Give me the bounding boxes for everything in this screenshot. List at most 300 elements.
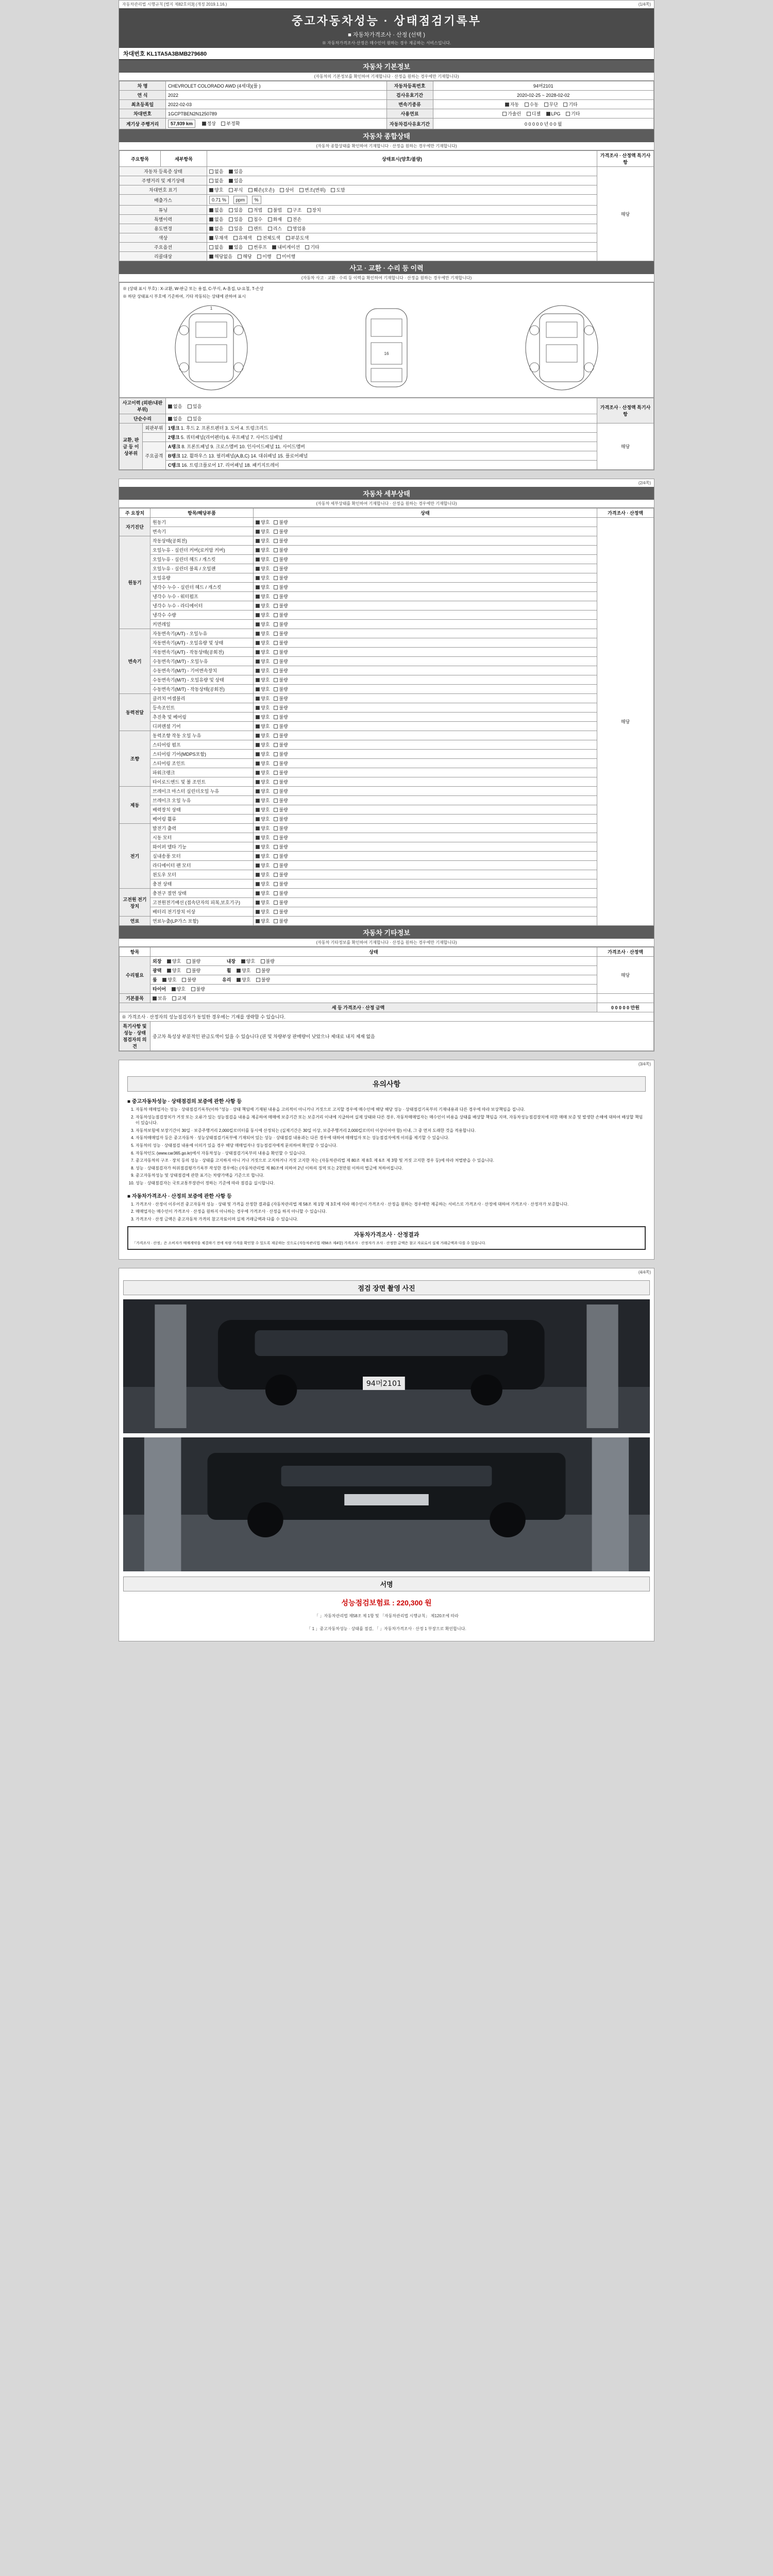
tuning-none[interactable]: 없음: [209, 207, 223, 213]
detail-state-4-3: [254, 759, 597, 768]
detail-state-opt-good[interactable]: 양호: [256, 723, 270, 730]
etc-room-ok[interactable]: 양호: [162, 976, 176, 983]
detail-col-1: 항목/해당부품: [150, 509, 254, 518]
overall-note: 해당: [597, 167, 654, 261]
detail-state-opt-good[interactable]: 양호: [256, 918, 270, 924]
etc-interior-ok[interactable]: 양호: [241, 958, 255, 964]
detail-state-opt-bad[interactable]: 불량: [274, 593, 288, 600]
table-row: [120, 195, 654, 206]
table-row: [120, 176, 654, 185]
etc-wheel-bad[interactable]: 불량: [256, 967, 270, 974]
detail-state-opt-bad[interactable]: 불량: [274, 639, 288, 646]
detail-state-8-0: [254, 917, 597, 926]
basic-info-table: [119, 81, 654, 129]
color-full-paint[interactable]: 전체도색: [257, 234, 280, 241]
simple-none[interactable]: 없음: [168, 415, 182, 422]
usechange-exist[interactable]: 있음: [229, 225, 243, 232]
detail-state-opt-bad[interactable]: 불량: [274, 658, 288, 665]
detail-state-opt-bad[interactable]: 불량: [274, 676, 288, 683]
detail-section-sub: (자동차 세부상태를 확인하여 기재합니다 · 산정을 원하는 경우에만 기재합니다): [119, 500, 654, 508]
detail-state-opt-bad[interactable]: 불량: [274, 732, 288, 739]
overall-row-4-state: [207, 206, 597, 215]
table-row: [120, 185, 654, 195]
notice-item-8: 9. 중고자동차성능 및 상태점검에 관한 표기는 차량가액을 기준으로 합니다.: [136, 1173, 646, 1179]
table-row: [120, 722, 654, 731]
emission-hc: [233, 196, 248, 204]
detail-state-opt-good[interactable]: 양호: [256, 704, 270, 711]
detail-col-2: 상태: [254, 509, 597, 518]
page-3-topnote: [119, 1060, 654, 1068]
recall-na[interactable]: 해당없음: [209, 253, 232, 260]
detail-state-opt-good[interactable]: 양호: [256, 519, 270, 526]
detail-state-opt-good[interactable]: 양호: [256, 843, 270, 850]
detail-state-5-3: [254, 815, 597, 824]
emission-smoke: [252, 196, 261, 204]
detail-group-8: 연료: [120, 917, 150, 926]
overall-row-8-state: [207, 243, 597, 252]
etc-note-value: 해당: [597, 957, 654, 994]
detail-state-1-1: [254, 546, 597, 555]
detail-state-opt-bad[interactable]: 불량: [274, 695, 288, 702]
table-row: [120, 233, 654, 243]
detail-state-opt-bad[interactable]: 불량: [274, 574, 288, 581]
overall-row-2-state: [207, 185, 597, 195]
tuning-exist[interactable]: 있음: [229, 207, 243, 213]
etc-exterior-ok[interactable]: 양호: [167, 958, 181, 964]
special-label: 특기사항 및 성능 · 상태 점검자의 의견: [120, 1022, 150, 1051]
notice-item-6: 7. 중고자동차의 구조 · 장치 등의 성능 · 상태를 고지하지 아니 거나 거짓으로 고지하거나 거짓 고지한 자는 (자동차관리법 제 80조 제 8호 제 6조 제 3항 및 거짓 고지한 경우 등)에 따라 처벌받을 수 있습니다.: [136, 1158, 646, 1164]
etc-interior-bad[interactable]: 불량: [261, 958, 275, 964]
accident-item-label: 사고이력 (외판/내판 부위): [120, 398, 166, 414]
part-title-label: 교환, 판금 등 이상부위: [120, 423, 143, 470]
detail-item-1-8: 냉각수 수량: [150, 611, 254, 620]
tuning-legal[interactable]: 적법: [248, 207, 262, 213]
detail-item-4-4: 파워크랭크: [150, 768, 254, 777]
table-row: [120, 759, 654, 768]
fuel-gasoline[interactable]: 가솔린: [502, 110, 521, 117]
detail-group-7: 고전원 전기장치: [120, 889, 150, 917]
emission-co-unit: %: [222, 197, 227, 202]
detail-state-opt-good[interactable]: 양호: [256, 649, 270, 655]
detail-item-1-5: 냉각수 누수 - 실린더 헤드 / 개스킷: [150, 583, 254, 592]
detail-state-opt-bad[interactable]: 불량: [274, 769, 288, 776]
detail-state-1-4: [254, 573, 597, 583]
detail-item-2-2: 자동변속기(A/T) - 작동상태(공회전): [150, 648, 254, 657]
reg-none[interactable]: 없음: [209, 168, 223, 175]
transmission-cvt[interactable]: 무단: [544, 101, 558, 108]
detail-state-opt-bad[interactable]: 불량: [274, 649, 288, 655]
detail-state-opt-good[interactable]: 양호: [256, 695, 270, 702]
table-header-row: [120, 947, 654, 957]
vin-erase[interactable]: 도말: [331, 187, 345, 193]
detail-item-4-3: 스티어링 조인트: [150, 759, 254, 768]
detail-state-opt-bad[interactable]: 불량: [274, 630, 288, 637]
photo-section-title: 점검 장면 촬영 사진: [123, 1280, 650, 1295]
detail-state-1-0: [254, 536, 597, 546]
detail-state-6-0: [254, 824, 597, 833]
etc-polish-ok[interactable]: 양호: [167, 967, 181, 974]
detail-state-opt-good[interactable]: 양호: [256, 593, 270, 600]
usechange-lease[interactable]: 리스: [268, 225, 282, 232]
detail-state-opt-bad[interactable]: 불량: [274, 908, 288, 915]
detail-state-opt-bad[interactable]: 불량: [274, 528, 288, 535]
detail-state-opt-good[interactable]: 양호: [256, 584, 270, 590]
detail-state-6-2: [254, 842, 597, 852]
meter-normal[interactable]: [202, 120, 216, 127]
detail-state-opt-good[interactable]: 양호: [256, 714, 270, 720]
grade-c-label: C랭크: [168, 463, 180, 468]
overall-table: [119, 150, 654, 261]
history-total-loss[interactable]: 전손: [288, 216, 301, 223]
table-row: [120, 442, 654, 451]
etc-row-2: [150, 975, 597, 985]
svg-text:16: 16: [384, 351, 389, 356]
detail-state-1-3: [254, 564, 597, 573]
etc-glass-ok[interactable]: 양호: [237, 976, 250, 983]
inner-label: 주요골격: [143, 442, 166, 470]
fuel-diesel[interactable]: 디젤: [527, 110, 541, 117]
base-replace[interactable]: 교체: [172, 995, 186, 1002]
detail-state-opt-good[interactable]: 양호: [256, 621, 270, 628]
detail-state-opt-good[interactable]: 양호: [256, 686, 270, 692]
table-row: [120, 629, 654, 638]
detail-state-opt-good[interactable]: 양호: [256, 751, 270, 757]
detail-state-opt-bad[interactable]: 불량: [274, 778, 288, 785]
detail-state-opt-good[interactable]: 양호: [256, 630, 270, 637]
fuel-lpg[interactable]: LPG: [546, 111, 561, 116]
etc-polish-bad[interactable]: 불량: [187, 967, 200, 974]
detail-state-2-1: [254, 638, 597, 648]
table-row: [120, 907, 654, 917]
option-navigation[interactable]: 내비게이션: [272, 244, 299, 250]
table-row: [120, 564, 654, 573]
etc-room-bad[interactable]: 불량: [182, 976, 196, 983]
detail-state-opt-bad[interactable]: 불량: [274, 741, 288, 748]
transmission-etc[interactable]: 기타: [563, 101, 577, 108]
detail-state-1-6: [254, 592, 597, 601]
detail-state-opt-bad[interactable]: 불량: [274, 788, 288, 794]
rank1-row: [166, 423, 597, 433]
page-3: [119, 1060, 654, 1260]
svg-text:1: 1: [210, 306, 213, 311]
fuel-etc[interactable]: 기타: [566, 110, 580, 117]
detail-item-8-0: 연료누출(LP가스 포함): [150, 917, 254, 926]
inspection-fee-value: 220,300 원: [396, 1599, 432, 1607]
detail-item-6-2: 와이퍼 델타 기능: [150, 842, 254, 852]
etc-base-note: [597, 994, 654, 1003]
basic-section-sub: (자동차의 기본정보를 확인하여 기재합니다 · 산정을 원하는 경우에만 기재합니다): [119, 73, 654, 81]
inspection-label: 자동차검사유효기간: [386, 118, 433, 129]
detail-state-opt-good[interactable]: 양호: [256, 760, 270, 767]
basic-label2-3: 사용연료: [386, 109, 433, 118]
vin-diff[interactable]: 상이: [280, 187, 294, 193]
reg-exist[interactable]: 있음: [229, 168, 243, 175]
detail-state-opt-bad[interactable]: 불량: [274, 880, 288, 887]
inspection-photo-2: [123, 1437, 650, 1571]
recall-done[interactable]: 이행: [257, 253, 271, 260]
table-row: [120, 731, 654, 740]
vin-corrosion[interactable]: 부식: [229, 187, 243, 193]
detail-state-opt-bad[interactable]: 불량: [274, 602, 288, 609]
rank2-items: 5. 쿼터패널(리어펜더) 6. 루프패널 7. 사이드실패널: [180, 435, 283, 440]
detail-state-opt-bad[interactable]: 불량: [274, 556, 288, 563]
detail-state-opt-good[interactable]: 양호: [256, 899, 270, 906]
meter-abnormal[interactable]: [221, 120, 240, 127]
detail-state-opt-good[interactable]: 양호: [256, 788, 270, 794]
etc-glass-bad[interactable]: 불량: [256, 976, 270, 983]
detail-state-opt-bad[interactable]: 불량: [274, 537, 288, 544]
tuning-structure[interactable]: 구조: [288, 207, 301, 213]
table-row: [120, 398, 654, 414]
detail-state-opt-good[interactable]: 양호: [256, 676, 270, 683]
option-exist[interactable]: 있음: [229, 244, 243, 250]
etc-tire-bad[interactable]: 불량: [191, 986, 205, 992]
detail-state-opt-bad[interactable]: 불량: [274, 760, 288, 767]
detail-item-6-6: 충전 상태: [150, 879, 254, 889]
history-fire[interactable]: 화재: [268, 216, 282, 223]
detail-state-opt-good[interactable]: 양호: [256, 778, 270, 785]
detail-state-opt-bad[interactable]: 불량: [274, 621, 288, 628]
detail-state-opt-good[interactable]: 양호: [256, 732, 270, 739]
detail-state-opt-good[interactable]: 양호: [256, 871, 270, 878]
overall-col-1: 세부항목: [161, 151, 207, 167]
accident-none[interactable]: [168, 403, 182, 410]
basic-label-3: 차대번호: [120, 109, 166, 118]
detail-state-opt-bad[interactable]: 불량: [274, 825, 288, 832]
detail-state-opt-bad[interactable]: 불량: [274, 843, 288, 850]
option-none[interactable]: 없음: [209, 244, 223, 250]
detail-state-opt-bad[interactable]: 불량: [274, 834, 288, 841]
detail-state-opt-bad[interactable]: 불량: [274, 899, 288, 906]
outer-label-text: 외판부위: [145, 426, 163, 431]
detail-state-opt-good[interactable]: 양호: [256, 556, 270, 563]
detail-state-opt-bad[interactable]: 불량: [274, 704, 288, 711]
detail-item-1-3: 오일누유 - 실린더 블록 / 오일팬: [150, 564, 254, 573]
detail-state-opt-good[interactable]: 양호: [256, 528, 270, 535]
usechange-rent[interactable]: 렌트: [248, 225, 262, 232]
notice-h2: ■ 자동차가격조사 · 산정의 보증에 관한 사항 등: [127, 1193, 232, 1199]
accident-note-label: 가격조사 · 산정액 특기사항: [597, 398, 654, 423]
accident-none-label: 없음: [173, 403, 182, 409]
detail-group-0: 자기진단: [120, 518, 150, 536]
detail-state-opt-bad[interactable]: 불량: [274, 547, 288, 553]
accident-item-state: [166, 398, 597, 414]
table-row: [120, 694, 654, 703]
document-title: 중고자동차성능 · 상태점검기록부: [291, 14, 482, 27]
detail-state-opt-bad[interactable]: 불량: [274, 584, 288, 590]
color-partial-paint[interactable]: 부분도색: [286, 234, 309, 241]
basic-value2-1: 2020-02-25 ~ 2028-02-02: [433, 91, 654, 100]
notice-item-9: 10. 성능 · 상태점검자는 국토교통부장관이 정하는 기준에 따라 점검을 실시합니다.: [136, 1180, 646, 1187]
detail-item-2-3: 수동변속기(M/T) - 오일누유: [150, 657, 254, 666]
detail-state-opt-bad[interactable]: 불량: [274, 918, 288, 924]
recall-yes[interactable]: 해당: [238, 253, 251, 260]
detail-item-6-5: 윈도우 모터: [150, 870, 254, 879]
meter-normal-label: 정상: [207, 121, 216, 126]
outer-label: [143, 423, 166, 433]
detail-state-opt-good[interactable]: 양호: [256, 908, 270, 915]
detail-state-2-3: [254, 657, 597, 666]
detail-item-2-1: 자동변속기(A/T) - 오일유량 및 상태: [150, 638, 254, 648]
detail-state-opt-good[interactable]: 양호: [256, 639, 270, 646]
table-row: [120, 592, 654, 601]
detail-state-opt-bad[interactable]: 불량: [274, 862, 288, 869]
detail-state-opt-good[interactable]: 양호: [256, 565, 270, 572]
car-front-view-icon: [157, 301, 265, 394]
etc-col-0: 항목: [120, 947, 150, 957]
detail-state-opt-good[interactable]: 양호: [256, 741, 270, 748]
detail-state-5-2: [254, 805, 597, 815]
simple-repair-state: [166, 414, 597, 423]
emission-hc-unit: ppm: [236, 197, 245, 202]
vin-value: KL1TA5A3BMB279680: [146, 51, 207, 57]
detail-state-opt-good[interactable]: 양호: [256, 658, 270, 665]
detail-state-6-4: [254, 861, 597, 870]
detail-state-opt-good[interactable]: 양호: [256, 806, 270, 813]
table-row: [120, 777, 654, 787]
usechange-none[interactable]: 없음: [209, 225, 223, 232]
detail-state-opt-bad[interactable]: 불량: [274, 853, 288, 859]
detail-state-opt-good[interactable]: 양호: [256, 797, 270, 804]
detail-item-4-2: 스티어링 기어(MDPS포함): [150, 750, 254, 759]
table-row: [120, 546, 654, 555]
overall-row-4-label: 튜닝: [120, 206, 207, 215]
color-chromatic[interactable]: 유채색: [233, 234, 252, 241]
etc-row-2-rlabel: 유리: [222, 977, 231, 982]
vin-ok[interactable]: 양호: [209, 187, 223, 193]
tuning-device[interactable]: 장치: [307, 207, 321, 213]
inspection-photo-1: [123, 1299, 650, 1433]
history-exist[interactable]: 있음: [229, 216, 243, 223]
detail-state-3-2: [254, 713, 597, 722]
etc-exterior-bad[interactable]: 불량: [187, 958, 200, 964]
detail-state-6-1: [254, 833, 597, 842]
overall-row-1-state: [207, 176, 597, 185]
detail-note-value: 해당: [597, 518, 654, 926]
vin-alter[interactable]: 변조(변위): [299, 187, 326, 193]
detail-item-6-1: 시동 모터: [150, 833, 254, 842]
meter-value: 57,939 km: [168, 120, 195, 128]
etc-row-0-label: 외장: [153, 959, 162, 964]
detail-state-opt-good[interactable]: 양호: [256, 825, 270, 832]
detail-state-opt-bad[interactable]: 불량: [274, 797, 288, 804]
detail-item-3-0: 클러치 어셈블리: [150, 694, 254, 703]
detail-state-opt-bad[interactable]: 불량: [274, 871, 288, 878]
basic-label-0: 차 명: [120, 81, 166, 91]
rank2-label: 2랭크: [168, 435, 180, 440]
table-row: [120, 118, 654, 129]
detail-state-opt-good[interactable]: 양호: [256, 602, 270, 609]
page-4-topnote: [119, 1268, 654, 1276]
detail-group-1: 원동기: [120, 536, 150, 629]
photo-section: [119, 1276, 654, 1641]
detail-state-opt-bad[interactable]: 불량: [274, 714, 288, 720]
detail-state-6-3: [254, 852, 597, 861]
usechange-commercial[interactable]: 영업용: [288, 225, 306, 232]
detail-state-opt-good[interactable]: 양호: [256, 612, 270, 618]
detail-state-opt-bad[interactable]: 불량: [274, 565, 288, 572]
detail-state-opt-good[interactable]: 양호: [256, 574, 270, 581]
detail-item-5-2: 배력장치 상태: [150, 805, 254, 815]
detail-group-2: 변속기: [120, 629, 150, 694]
detail-state-opt-bad[interactable]: 불량: [274, 751, 288, 757]
detail-state-opt-bad[interactable]: 불량: [274, 723, 288, 730]
history-none[interactable]: 없음: [209, 216, 223, 223]
etc-tire-ok[interactable]: 양호: [172, 986, 186, 992]
detail-item-7-1: 고전원전기배선 (접속단자의 피복,보호기구): [150, 898, 254, 907]
table-row: [120, 796, 654, 805]
vin-damage[interactable]: 훼손(오손): [248, 187, 275, 193]
detail-state-opt-bad[interactable]: 불량: [274, 816, 288, 822]
notice-item-3: 4. 자동차매매업자 등은 중고자동차 · 성능상태점검기록부에 기재되어 있는 성능 · 상태점검 내용과는 다른 경우에 대하여 매매업자 또는 성능점검자에게 이의를 제기할 수 있습니다.: [136, 1135, 646, 1141]
detail-state-opt-good[interactable]: 양호: [256, 862, 270, 869]
transmission-auto[interactable]: 자동: [505, 101, 519, 108]
history-flood[interactable]: 침수: [248, 216, 262, 223]
simple-exist[interactable]: 있음: [188, 415, 201, 422]
page-1: [119, 0, 654, 470]
detail-state-opt-bad[interactable]: 불량: [274, 519, 288, 526]
notice-item-0: 1. 자동차 매매업자는 성능 · 상태점검기록부(이하 "성능 · 상태 책임에 기재된 내용을 고의적이 아니거나 거짓으로 고지할 경우에 매수인에 해당 해당 성능 · 상태점검기록부의 기재내용과 다른 경우에 따라 보상책임을 집니다.: [136, 1107, 646, 1113]
detail-state-opt-good[interactable]: 양호: [256, 537, 270, 544]
detail-item-6-4: 라디에이터 팬 모터: [150, 861, 254, 870]
detail-state-opt-good[interactable]: 양호: [256, 667, 270, 674]
detail-state-opt-good[interactable]: 양호: [256, 769, 270, 776]
detail-state-opt-bad[interactable]: 불량: [274, 890, 288, 896]
option-sunroof[interactable]: 썬루프: [248, 244, 267, 250]
detail-state-opt-good[interactable]: 양호: [256, 890, 270, 896]
detail-state-2-0: [254, 629, 597, 638]
notice-item-2: 3. 자동차보험에 보장기간이 30일 · 보증주행거리 2,000킬로미터를 동시에 산정되는 (실제기간은 30일 이상, 보증주행거리 2,000킬로미터 이상이어야 함) 이내, 그 중 먼저 도래한 것을 적용합니다.: [136, 1128, 646, 1134]
detail-state-4-2: [254, 750, 597, 759]
table-row: [120, 898, 654, 907]
table-row: [120, 555, 654, 564]
accident-legend-1: ※ (상태 표시 부호) : X-교환, W-판금 또는 용접, C-부식, A-흠집, U-요철, T-손상: [123, 286, 264, 291]
etc-row-0-rlabel: 내장: [226, 959, 236, 964]
overall-row-9-state: [207, 252, 597, 261]
detail-state-opt-bad[interactable]: 불량: [274, 806, 288, 813]
base-have[interactable]: 보유: [153, 995, 166, 1002]
accident-section-title: 사고 · 교환 · 수리 등 이력: [119, 261, 654, 274]
vin-label: 차대번호: [123, 51, 145, 57]
detail-state-opt-good[interactable]: 양호: [256, 547, 270, 553]
table-row: [120, 620, 654, 629]
meter-state-none[interactable]: 없음: [209, 177, 223, 184]
detail-state-opt-bad[interactable]: 불량: [274, 612, 288, 618]
transmission-manual[interactable]: 수동: [525, 101, 539, 108]
tuning-illegal[interactable]: 불법: [268, 207, 282, 213]
detail-state-opt-bad[interactable]: 불량: [274, 667, 288, 674]
detail-state-opt-good[interactable]: 양호: [256, 834, 270, 841]
table-row: [120, 433, 654, 442]
detail-state-opt-good[interactable]: 양호: [256, 853, 270, 859]
detail-item-3-3: 디퍼렌셜 기어: [150, 722, 254, 731]
recall-notdone[interactable]: 미이행: [277, 253, 295, 260]
detail-state-2-2: [254, 648, 597, 657]
overall-row-7-state: [207, 233, 597, 243]
notice-item2-0: 1. 가격조사 · 산정이 이루어진 중고자동차 성능 · 상태 및 가격을 산정한 결과를 (자동차관리법 제 58조 제 1항 제 3호에 따라 매수인이 가격조사 · 산정을 원하는 경우에만 제공하는 서비스로 가격조사 · 산정에 대하여 가격조사 · 산정자가 보증합니다.: [136, 1201, 646, 1208]
detail-state-opt-good[interactable]: 양호: [256, 880, 270, 887]
detail-state-opt-bad[interactable]: 불량: [274, 686, 288, 692]
detail-state-opt-good[interactable]: 양호: [256, 816, 270, 822]
meter-state-exist[interactable]: 있음: [229, 177, 243, 184]
etc-wheel-ok[interactable]: 양호: [237, 967, 250, 974]
option-etc[interactable]: 기타: [305, 244, 319, 250]
etc-row-1-rlabel: 휠: [226, 968, 231, 973]
color-achromatic[interactable]: 무채색: [209, 234, 228, 241]
detail-state-7-1: [254, 898, 597, 907]
table-row: [120, 889, 654, 898]
accident-exist[interactable]: [188, 403, 201, 410]
